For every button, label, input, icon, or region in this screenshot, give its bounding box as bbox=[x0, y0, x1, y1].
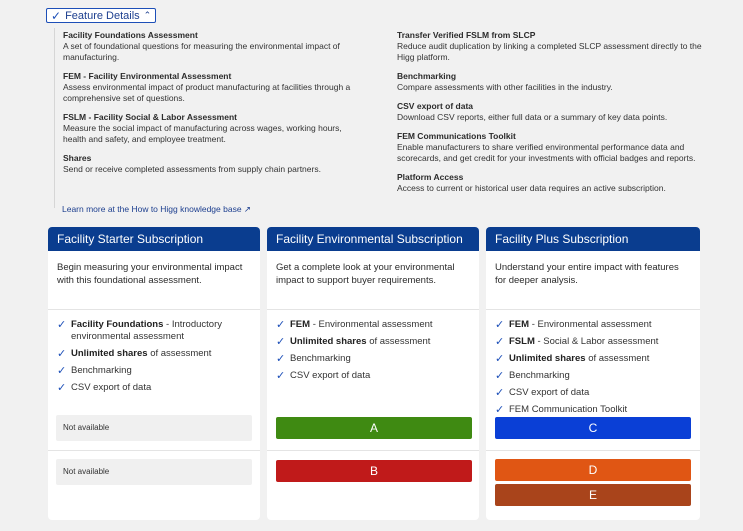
feature-desc: Send or receive completed assessments from supply chain partners. bbox=[63, 164, 321, 174]
card-feature-list bbox=[267, 310, 479, 382]
list-item bbox=[495, 319, 691, 331]
check-icon: ✓ bbox=[57, 348, 67, 360]
list-item bbox=[495, 404, 691, 416]
item-text: - Environmental assessment bbox=[310, 319, 433, 330]
card-description: Begin measuring your environmental impact with this foundational assessment. bbox=[48, 251, 260, 310]
check-icon: ✓ bbox=[495, 353, 505, 365]
item-text: - Introductory environmental assessment bbox=[71, 319, 222, 342]
check-icon: ✓ bbox=[495, 336, 505, 348]
item-text: CSV export of data bbox=[509, 387, 590, 398]
option-b-button[interactable]: B bbox=[276, 460, 472, 482]
list-item bbox=[495, 353, 691, 365]
item-text: Benchmarking bbox=[71, 365, 132, 376]
card-feature-list bbox=[486, 310, 700, 416]
feature-desc: Download CSV reports, either full data or a summary of key data points. bbox=[397, 112, 668, 122]
feature-title: Transfer Verified FSLM from SLCP bbox=[397, 30, 536, 40]
item-bold: Unlimited shares bbox=[290, 336, 367, 347]
feature-title: CSV export of data bbox=[397, 101, 474, 111]
check-icon: ✓ bbox=[57, 365, 67, 377]
feature-item bbox=[63, 30, 363, 63]
list-item bbox=[276, 336, 470, 348]
knowledge-base-link[interactable]: Learn more at the How to Higg knowledge base ↗ bbox=[62, 204, 252, 214]
list-item bbox=[495, 336, 691, 348]
feature-details-label: Feature Details bbox=[65, 9, 140, 22]
option-e-button[interactable]: E bbox=[495, 484, 691, 506]
check-icon: ✓ bbox=[495, 370, 505, 382]
check-icon: ✓ bbox=[57, 319, 67, 331]
check-icon: ✓ bbox=[495, 319, 505, 331]
feature-item bbox=[397, 30, 707, 63]
divider bbox=[48, 450, 260, 451]
divider bbox=[267, 450, 479, 451]
features-right-column bbox=[397, 30, 707, 202]
card-title: Facility Plus Subscription bbox=[486, 227, 700, 251]
item-bold: FEM bbox=[509, 319, 530, 330]
item-text: Benchmarking bbox=[290, 353, 351, 364]
feature-details-toggle[interactable] bbox=[46, 8, 156, 23]
environmental-subscription-card bbox=[267, 227, 479, 520]
feature-item bbox=[63, 153, 363, 175]
feature-item bbox=[397, 172, 707, 194]
list-item bbox=[57, 382, 251, 394]
feature-item bbox=[63, 112, 363, 145]
feature-item bbox=[397, 71, 707, 93]
card-description: Understand your entire impact with features for deeper analysis. bbox=[486, 251, 700, 310]
item-text: of assessment bbox=[147, 348, 212, 359]
feature-desc: Assess environmental impact of product manufacturing at facilities through a comprehensive set of questions. bbox=[63, 82, 351, 103]
feature-title: FEM Communications Toolkit bbox=[397, 131, 516, 141]
list-item bbox=[276, 370, 470, 382]
feature-title: FEM - Facility Environmental Assessment bbox=[63, 71, 232, 81]
item-bold: FEM bbox=[290, 319, 311, 330]
item-bold: FSLM bbox=[509, 336, 535, 347]
option-d-button[interactable]: D bbox=[495, 459, 691, 481]
feature-desc: Access to current or historical user data requires an active subscription. bbox=[397, 183, 666, 193]
feature-desc: Compare assessments with other facilities in the industry. bbox=[397, 82, 613, 92]
features-left-column bbox=[63, 30, 363, 183]
check-icon: ✓ bbox=[276, 319, 286, 331]
card-description: Get a complete look at your environmental impact to support buyer requirements. bbox=[267, 251, 479, 310]
list-item bbox=[57, 319, 251, 343]
feature-item bbox=[397, 101, 707, 123]
feature-desc: Reduce audit duplication by linking a completed SLCP assessment directly to the Higg platform. bbox=[397, 41, 702, 62]
feature-title: Facility Foundations Assessment bbox=[63, 30, 198, 40]
not-available-box: Not available bbox=[56, 415, 252, 441]
feature-title: Shares bbox=[63, 153, 92, 163]
check-icon: ✓ bbox=[495, 404, 505, 416]
not-available-box: Not available bbox=[56, 459, 252, 485]
check-icon: ✓ bbox=[276, 370, 286, 382]
list-item bbox=[57, 365, 251, 377]
divider bbox=[486, 450, 700, 451]
item-text: - Social & Labor assessment bbox=[534, 336, 659, 347]
list-item bbox=[276, 353, 470, 365]
feature-item bbox=[397, 131, 707, 164]
plus-subscription-card bbox=[486, 227, 700, 520]
item-text: - Environmental assessment bbox=[529, 319, 652, 330]
feature-details-panel bbox=[54, 28, 704, 208]
chevron-up-icon: ⌃ bbox=[143, 10, 152, 20]
check-icon: ✓ bbox=[276, 336, 286, 348]
check-icon: ✓ bbox=[57, 382, 67, 394]
check-icon: ✓ bbox=[276, 353, 286, 365]
card-title: Facility Environmental Subscription bbox=[267, 227, 479, 251]
feature-title: Benchmarking bbox=[397, 71, 457, 81]
feature-title: FSLM - Facility Social & Labor Assessment bbox=[63, 112, 237, 122]
item-text: FEM Communication Toolkit bbox=[509, 404, 628, 415]
starter-subscription-card bbox=[48, 227, 260, 520]
feature-item bbox=[63, 71, 363, 104]
feature-desc: Measure the social impact of manufacturing across wages, working hours, health and safety, and employee treatment. bbox=[63, 123, 342, 144]
option-a-button[interactable]: A bbox=[276, 417, 472, 439]
list-item bbox=[495, 370, 691, 382]
card-feature-list bbox=[48, 310, 260, 394]
item-text: of assessment bbox=[585, 353, 650, 364]
feature-title: Platform Access bbox=[397, 172, 464, 182]
item-bold: Facility Foundations bbox=[71, 319, 164, 330]
feature-desc: Enable manufacturers to share verified environmental performance data and scorecards, and get credit for your investments with official badges and reports. bbox=[397, 142, 696, 163]
item-text: CSV export of data bbox=[290, 370, 371, 381]
list-item bbox=[495, 387, 691, 399]
check-icon: ✓ bbox=[495, 387, 505, 399]
item-text: of assessment bbox=[366, 336, 431, 347]
card-title: Facility Starter Subscription bbox=[48, 227, 260, 251]
list-item bbox=[276, 319, 470, 331]
item-bold: Unlimited shares bbox=[509, 353, 586, 364]
item-bold: Unlimited shares bbox=[71, 348, 148, 359]
feature-desc: A set of foundational questions for measuring the environmental impact of manufacturing. bbox=[63, 41, 340, 62]
item-text: CSV export of data bbox=[71, 382, 152, 393]
option-c-button[interactable]: C bbox=[495, 417, 691, 439]
list-item bbox=[57, 348, 251, 360]
check-icon: ✓ bbox=[51, 8, 62, 23]
item-text: Benchmarking bbox=[509, 370, 570, 381]
